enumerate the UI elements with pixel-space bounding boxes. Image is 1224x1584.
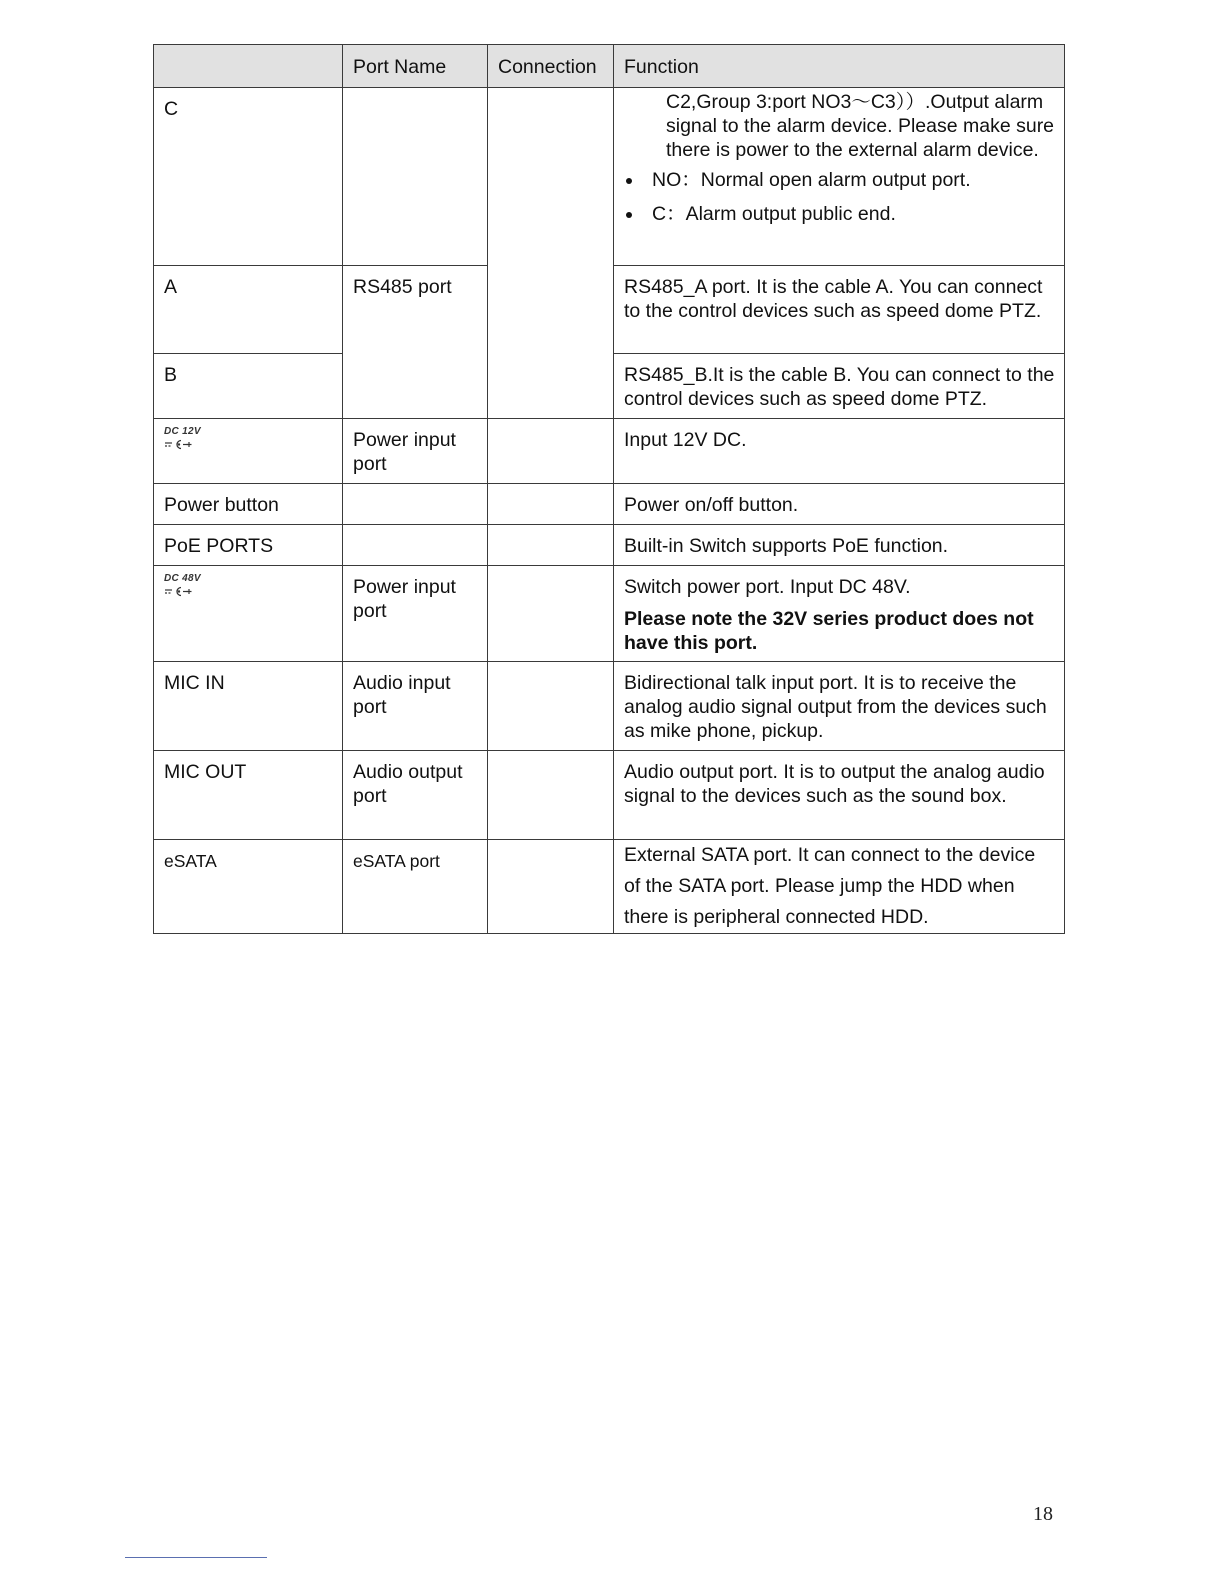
- footnote-divider: [125, 1557, 267, 1558]
- cell-connection-dc12v: [488, 419, 614, 484]
- cell-port-name-rs485: [343, 266, 488, 419]
- label-power-button: Power button: [164, 494, 279, 516]
- function-mic-out: Audio output port. It is to output the analog audio signal to the devices such as the sound box.: [624, 761, 1045, 807]
- cell-port-name-dc48v: [343, 566, 488, 662]
- page-number: 18: [1033, 1503, 1053, 1525]
- port-name-rs485: RS485 port: [353, 276, 452, 298]
- label-a: A: [164, 276, 178, 298]
- port-name-mic-out: Audio output port: [353, 761, 463, 807]
- table-row-mic-in: [154, 662, 1065, 751]
- cell-port-name-power-button: [343, 484, 488, 525]
- cell-connection-poe: [488, 525, 614, 566]
- cell-port-name-mic-in: [343, 662, 488, 751]
- table-row-poe: [154, 525, 1065, 566]
- cell-port-name-esata: [343, 840, 488, 934]
- cell-port-name-dc12v: [343, 419, 488, 484]
- table-row-esata: [154, 840, 1065, 934]
- function-dc12v: Input 12V DC.: [624, 429, 747, 451]
- polarity-symbol-icon: [164, 585, 194, 598]
- bullet-no: NO：Normal open alarm output port.: [624, 168, 1056, 192]
- label-mic-in: MIC IN: [164, 672, 225, 694]
- table-header-row: [154, 45, 1065, 88]
- header-function: Function: [614, 45, 1065, 88]
- polarity-symbol-icon: [164, 438, 194, 451]
- port-function-table: [153, 44, 1065, 934]
- cell-label-a: [154, 266, 343, 354]
- function-b: RS485_B.It is the cable B. You can connect to the control devices such as speed dome PTZ.: [624, 364, 1055, 410]
- cell-function-power-button: [614, 484, 1065, 525]
- cell-port-name-poe: [343, 525, 488, 566]
- cell-icon-dc12v: [154, 419, 343, 484]
- cell-label-esata: [154, 840, 343, 934]
- cell-label-power-button: [154, 484, 343, 525]
- label-esata: eSATA: [164, 851, 217, 871]
- function-a: RS485_A port. It is the cable A. You can connect to the control devices such as speed dome PTZ.: [624, 276, 1043, 322]
- port-name-dc12v: Power input port: [353, 429, 456, 475]
- alarm-output-continuation: C2,Group 3:port NO3～C3））.Output alarm signal to the alarm device. Please make sure there is power to the external alarm device.: [666, 91, 1055, 161]
- cell-connection-power-button: [488, 484, 614, 525]
- table-row-c: [154, 88, 1065, 266]
- table-row-power-button: [154, 484, 1065, 525]
- port-name-esata: eSATA port: [353, 851, 440, 871]
- table-row-dc12v: [154, 419, 1065, 484]
- dc-power-jack-icon: [164, 566, 224, 598]
- cell-function-a: [614, 266, 1065, 354]
- cell-icon-dc48v: [154, 566, 343, 662]
- alarm-bullet-list: [624, 168, 1056, 226]
- label-b: B: [164, 364, 178, 386]
- label-c: C: [164, 98, 179, 120]
- table-row-dc48v: [154, 566, 1065, 662]
- cell-function-mic-out: [614, 751, 1065, 840]
- function-mic-in: Bidirectional talk input port. It is to receive the analog audio signal output from the devices such as mike phone, pickup.: [624, 672, 1047, 742]
- cell-connection-merged: [488, 88, 614, 419]
- function-dc48v: Switch power port. Input DC 48V.: [624, 576, 911, 598]
- cell-label-mic-out: [154, 751, 343, 840]
- dc48v-label: DC 48V: [164, 573, 201, 584]
- cell-connection-esata: [488, 840, 614, 934]
- header-connection: Connection: [488, 45, 614, 88]
- port-name-mic-in: Audio input port: [353, 672, 451, 718]
- port-name-dc48v: Power input port: [353, 576, 456, 622]
- cell-connection-dc48v: [488, 566, 614, 662]
- cell-label-poe: [154, 525, 343, 566]
- dc48v-note: Please note the 32V series product does not have this port.: [624, 608, 1034, 654]
- cell-label-c: [154, 88, 343, 266]
- dc12v-label: DC 12V: [164, 426, 201, 437]
- table-row-mic-out: [154, 751, 1065, 840]
- function-esata: External SATA port. It can connect to the device of the SATA port. Please jump the HDD when there is peripheral connected HDD.: [624, 844, 1036, 928]
- function-poe: Built-in Switch supports PoE function.: [624, 535, 949, 557]
- label-poe: PoE PORTS: [164, 535, 274, 557]
- cell-label-mic-in: [154, 662, 343, 751]
- cell-function-esata: [614, 840, 1065, 934]
- function-power-button: Power on/off button.: [624, 494, 799, 516]
- cell-function-mic-in: [614, 662, 1065, 751]
- header-blank: [154, 45, 343, 88]
- cell-connection-mic-out: [488, 751, 614, 840]
- cell-function-c: [614, 88, 1065, 266]
- cell-port-name-mic-out: [343, 751, 488, 840]
- bullet-c: C：Alarm output public end.: [624, 202, 1056, 226]
- cell-function-b: [614, 354, 1065, 419]
- cell-port-name-c: [343, 88, 488, 266]
- cell-function-dc48v: [614, 566, 1065, 662]
- label-mic-out: MIC OUT: [164, 761, 247, 783]
- header-port-name: Port Name: [343, 45, 488, 88]
- cell-function-poe: [614, 525, 1065, 566]
- cell-connection-mic-in: [488, 662, 614, 751]
- cell-function-dc12v: [614, 419, 1065, 484]
- dc-power-jack-icon: [164, 419, 224, 451]
- cell-label-b: [154, 354, 343, 419]
